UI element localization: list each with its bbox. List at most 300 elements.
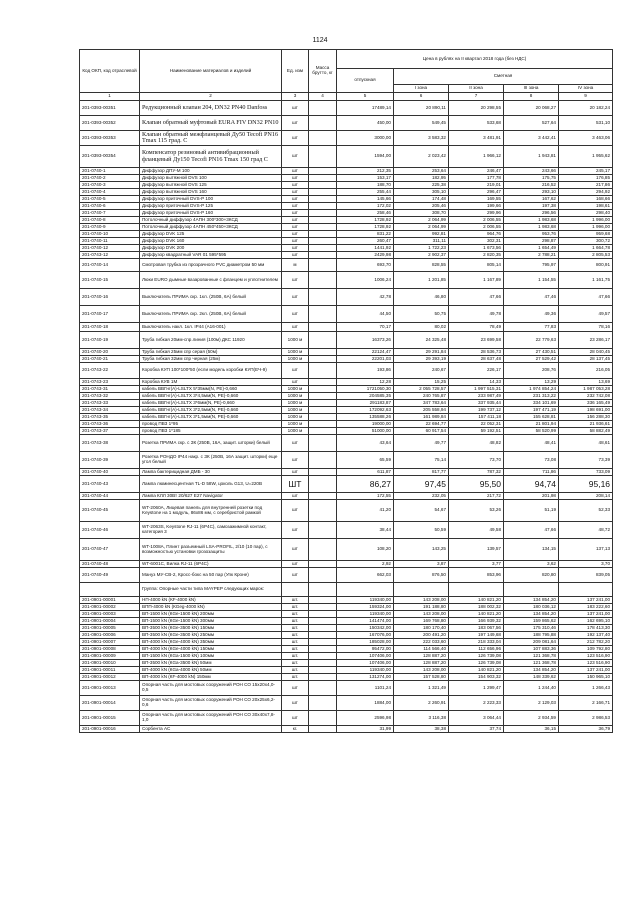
table-row — [80, 400, 613, 407]
row-price-zone-3: 148 339,62 — [504, 674, 559, 681]
row-price-zone-3: 216,52 — [504, 182, 559, 189]
row-price-zone-1: 1 321,49 — [394, 681, 449, 696]
row-code: 201-0740-14 — [80, 259, 140, 272]
row-name: ВП-3500 kN (КGe-3500 kN) 150мм — [140, 625, 282, 632]
row-price-zone-2: 177,78 — [449, 175, 504, 182]
row-price-release: 153,17 — [337, 175, 394, 182]
row-price-release: 108,20 — [337, 539, 394, 561]
row-name: Труба гибкая 32мм спр черная (25м) — [140, 356, 282, 363]
row-price-release: 2596,98 — [337, 711, 394, 726]
row-name: Диффузор DVK 125 — [140, 231, 282, 238]
row-price-zone-2: 59 192,51 — [449, 428, 504, 435]
row-mass — [309, 696, 337, 711]
row-price-zone-4: 36,79 — [559, 726, 613, 733]
row-unit: 1000 м — [282, 393, 309, 400]
table-row — [80, 618, 613, 625]
row-unit: шт — [282, 522, 309, 539]
row-code: 201-0901-00001 — [80, 597, 140, 604]
row-unit: шт — [282, 196, 309, 203]
row-price-zone-1: 305,10 — [394, 189, 449, 196]
row-price-zone-3: 36,15 — [504, 726, 559, 733]
row-price-zone-3: 94,74 — [504, 476, 559, 493]
row-mass — [309, 681, 337, 696]
row-price-zone-2: 233 987,49 — [449, 393, 504, 400]
row-name: WT-6001C, Вилка RJ-11 (6P4C) — [140, 561, 282, 568]
row-name: Диффузор приточный DVS-P 125 — [140, 203, 282, 210]
row-unit: шт — [282, 146, 309, 168]
row-name: Диффузор приточный DVS-P 160 — [140, 210, 282, 217]
row-price-zone-2: 53,26 — [449, 500, 504, 522]
row-name: Диффузор приточный DVS-P 100 — [140, 196, 282, 203]
row-price-zone-3: 296,56 — [504, 210, 559, 217]
row-price-zone-1: 3,87 — [394, 561, 449, 568]
row-name: Лампа бактерицидная ДМБ - 30 — [140, 469, 282, 476]
row-name: ВП-1500 kN (КGe-1500 kN) 300мм — [140, 618, 282, 625]
table-row — [80, 681, 613, 696]
row-mass — [309, 476, 337, 493]
row-unit: шт. — [282, 653, 309, 660]
row-unit: шт. — [282, 597, 309, 604]
row-price-zone-4: 48,72 — [559, 522, 613, 539]
row-mass — [309, 407, 337, 414]
row-code: 201-0743-36 — [80, 421, 140, 428]
table-row — [80, 639, 613, 646]
row-code: 201-0740-43 — [80, 476, 140, 493]
row-price-zone-4: 212 782,20 — [559, 639, 613, 646]
row-price-zone-1: 22 694,77 — [394, 421, 449, 428]
row-unit: шт — [282, 224, 309, 231]
row-unit: 1000 м — [282, 421, 309, 428]
row-price-zone-1: 2 902,37 — [394, 252, 449, 259]
row-price-zone-3: 48,41 — [504, 435, 559, 452]
row-price-release: 12,28 — [337, 379, 394, 386]
row-price-release: 17489,14 — [337, 101, 394, 116]
row-price-release: 42,78 — [337, 289, 394, 306]
row-price-zone-4: 192 137,40 — [559, 632, 613, 639]
header-name: Наименование материалов и изделий — [140, 50, 282, 93]
row-price-zone-4: 198 691,00 — [559, 407, 613, 414]
row-mass — [309, 203, 337, 210]
row-price-zone-2: 2 006,55 — [449, 224, 504, 231]
row-price-zone-1: 225,38 — [394, 182, 449, 189]
row-price-zone-1: 182,95 — [394, 175, 449, 182]
row-code: 201-0901-00007 — [80, 639, 140, 646]
row-mass — [309, 259, 337, 272]
table-row — [80, 568, 613, 583]
row-price-zone-2: 22 052,31 — [449, 421, 504, 428]
row-price-release: 193,86 — [337, 363, 394, 379]
row-mass — [309, 660, 337, 667]
row-price-zone-4: 137 241,00 — [559, 597, 613, 604]
row-unit: шт — [282, 539, 309, 561]
row-price-release: 172092,63 — [337, 407, 394, 414]
row-unit: 1000 м — [282, 428, 309, 435]
row-unit: шт — [282, 168, 309, 175]
row-price-zone-1: 38,38 — [394, 726, 449, 733]
index-cell: 2 — [140, 93, 282, 101]
price-table — [79, 49, 613, 733]
table-row — [80, 349, 613, 356]
row-price-zone-1: 29 291,84 — [394, 349, 449, 356]
row-price-zone-3: 795,97 — [504, 259, 559, 272]
row-price-zone-3: 1 983,68 — [504, 224, 559, 231]
row-name: Диффузор вытяжной DVS 100 — [140, 175, 282, 182]
row-name: Потолочный диффузор 4АПН 300*300+3КСД — [140, 217, 282, 224]
row-price-release: 611,87 — [337, 469, 394, 476]
row-price-zone-4: 336 165,49 — [559, 400, 613, 407]
row-price-zone-3: 197,38 — [504, 203, 559, 210]
row-price-zone-4: 531,10 — [559, 116, 613, 131]
row-name: Диффузор DVK 160 — [140, 238, 282, 245]
row-mass — [309, 116, 337, 131]
row-code: 201-0901-00015 — [80, 711, 140, 726]
row-price-zone-2: 112 656,96 — [449, 646, 504, 653]
row-mass — [309, 421, 337, 428]
row-price-zone-3: 134,15 — [504, 539, 559, 561]
row-unit: шт — [282, 203, 309, 210]
index-cell: 8 — [504, 93, 559, 101]
row-price-release: 1006,24 — [337, 272, 394, 289]
row-mass — [309, 168, 337, 175]
row-name: ВП-4000 kN (КGe-4000 kN) 150мм — [140, 646, 282, 653]
row-code: 201-0393-00352 — [80, 116, 140, 131]
row-price-zone-2: 1 966,12 — [449, 146, 504, 168]
table-row — [80, 421, 613, 428]
row-name: провод ПВ3 1*185 — [140, 428, 282, 435]
row-price-zone-4: 245,17 — [559, 168, 613, 175]
row-code: 201-0901-00016 — [80, 726, 140, 733]
row-price-zone-2: 23 699,58 — [449, 332, 504, 349]
row-price-zone-2: 169,55 — [449, 196, 504, 203]
row-price-zone-2: 218 333,04 — [449, 639, 504, 646]
row-mass — [309, 469, 337, 476]
row-price-zone-1: 169 768,80 — [394, 618, 449, 625]
row-price-zone-3: 1 654,49 — [504, 245, 559, 252]
row-price-zone-4: 28 040,45 — [559, 349, 613, 356]
row-unit: шт. — [282, 660, 309, 667]
row-price-zone-3: 243,66 — [504, 168, 559, 175]
row-mass — [309, 363, 337, 379]
row-name: Группа: Опорные части типа MAYPEP следующих марок: — [140, 583, 282, 597]
row-price-zone-4: 1 955,62 — [559, 146, 613, 168]
row-price-zone-4: 208,14 — [559, 493, 613, 500]
row-price-release: 119340,00 — [337, 667, 394, 674]
row-name: Труба гибкая 20мм-спр.линия (100м) ДКС 11920 — [140, 332, 282, 349]
row-price-zone-3: 820,80 — [504, 568, 559, 583]
row-price-zone-2: 139,57 — [449, 539, 504, 561]
table-row — [80, 674, 613, 681]
row-price-zone-3: 134 854,20 — [504, 597, 559, 604]
row-unit: шт — [282, 681, 309, 696]
row-name: Сорбента АС — [140, 726, 282, 733]
table-row — [80, 611, 613, 618]
table-row — [80, 452, 613, 469]
row-price-zone-2: 226,17 — [449, 363, 504, 379]
row-name: Редукционный клапан 204, DN32 PN40 Danfoss — [140, 101, 282, 116]
row-unit: шт — [282, 379, 309, 386]
row-mass — [309, 428, 337, 435]
row-code: 201-0740-49 — [80, 568, 140, 583]
table-row — [80, 632, 613, 639]
row-price-zone-4: 733,09 — [559, 469, 613, 476]
header-row — [80, 50, 613, 69]
row-code: 201-0740-40 — [80, 469, 140, 476]
row-price-zone-2: 157 411,18 — [449, 414, 504, 421]
row-code: 201-0740-8 — [80, 217, 140, 224]
row-code: 201-0740-10 — [80, 231, 140, 238]
row-price-zone-2: 3,77 — [449, 561, 504, 568]
row-name: кабель ВВГнг(А)-LSLTX 3*4,5мм(N, PE)-0,660 — [140, 393, 282, 400]
table-row — [80, 323, 613, 332]
table-row — [80, 231, 613, 238]
row-code: 201-0393-00354 — [80, 146, 140, 168]
row-price-zone-4: 20 182,24 — [559, 101, 613, 116]
row-price-zone-4: 123 516,90 — [559, 660, 613, 667]
row-code: 201-0740-48 — [80, 561, 140, 568]
row-mass — [309, 272, 337, 289]
row-price-zone-2: 199,66 — [449, 203, 504, 210]
row-mass — [309, 210, 337, 217]
row-price-zone-1: 549,45 — [394, 116, 449, 131]
table-row — [80, 306, 613, 323]
row-price-zone-1: 2 260,91 — [394, 696, 449, 711]
row-price-zone-1: 1 722,23 — [394, 245, 449, 252]
row-price-release: 22124,47 — [337, 349, 394, 356]
row-price-zone-1: 60 917,54 — [394, 428, 449, 435]
row-code: 201-0740-5 — [80, 196, 140, 203]
row-price-zone-1: 80,02 — [394, 323, 449, 332]
row-mass — [309, 323, 337, 332]
row-price-zone-3: 527,64 — [504, 116, 559, 131]
row-unit: шт — [282, 175, 309, 182]
row-mass — [309, 539, 337, 561]
row-price-zone-4: 1 266,43 — [559, 681, 613, 696]
row-price-zone-1: 50,75 — [394, 306, 449, 323]
row-name: Диффузор квадратный VAR 01 595*595 — [140, 252, 282, 259]
row-code: 201-0393-00351 — [80, 101, 140, 116]
row-price-zone-4: 2 166,71 — [559, 696, 613, 711]
row-price-zone-2: 1 167,89 — [449, 272, 504, 289]
row-price-release: 185028,00 — [337, 639, 394, 646]
row-price-zone-3: 334 101,69 — [504, 400, 559, 407]
row-unit: 1000 м — [282, 386, 309, 393]
row-name: провод ПВ3 1*95 — [140, 421, 282, 428]
table-row — [80, 101, 613, 116]
row-price-release: 167076,00 — [337, 632, 394, 639]
row-price-zone-2: 140 821,20 — [449, 597, 504, 604]
row-price-zone-2: 299,96 — [449, 210, 504, 217]
row-price-zone-2: 166 939,32 — [449, 618, 504, 625]
row-name: Диффузор вытяжной DVS 160 — [140, 189, 282, 196]
table-row — [80, 386, 613, 393]
row-price-zone-3: 180 036,12 — [504, 604, 559, 611]
row-name: Лампа КЛЛ 30Вт 20/627 E27 Navigator — [140, 493, 282, 500]
row-price-zone-4: 150 965,10 — [559, 674, 613, 681]
table-row — [80, 711, 613, 726]
row-code: 201-0740-45 — [80, 500, 140, 522]
row-unit: шт — [282, 452, 309, 469]
index-cell: 4 — [309, 93, 337, 101]
row-mass — [309, 332, 337, 349]
row-price-release: 19000,00 — [337, 421, 394, 428]
row-price-zone-2: 48,82 — [449, 435, 504, 452]
row-price-release: 38,44 — [337, 522, 394, 539]
row-price-zone-3: 953,76 — [504, 231, 559, 238]
row-price-zone-2: 37,74 — [449, 726, 504, 733]
row-code: 201-0901-00013 — [80, 681, 140, 696]
row-price-release: 51000,00 — [337, 428, 394, 435]
row-name: WT-2063S, Keystone RJ-11 (6P4C), самозажимной контакт, категория 3 — [140, 522, 282, 539]
row-price-zone-4: 168,66 — [559, 196, 613, 203]
row-price-zone-1: 75,14 — [394, 452, 449, 469]
row-price-release: 107406,00 — [337, 660, 394, 667]
header-release: отпускная — [337, 69, 394, 93]
row-price-release: 291183,87 — [337, 400, 394, 407]
row-price-release: 255,44 — [337, 189, 394, 196]
table-row — [80, 252, 613, 259]
row-unit: 1000 м — [282, 400, 309, 407]
row-price-zone-2: 154 903,32 — [449, 674, 504, 681]
row-mass — [309, 231, 337, 238]
row-mass — [309, 289, 337, 306]
row-price-release: 86,27 — [337, 476, 394, 493]
row-price-zone-3: 2 788,21 — [504, 252, 559, 259]
row-price-zone-3: 47,66 — [504, 522, 559, 539]
row-price-zone-1: 143 208,00 — [394, 597, 449, 604]
row-mass — [309, 726, 337, 733]
row-price-zone-2: 219,01 — [449, 182, 504, 189]
row-price-zone-3: 209 081,64 — [504, 639, 559, 646]
row-mass — [309, 667, 337, 674]
row-mass — [309, 386, 337, 393]
row-price-zone-1: 143 208,00 — [394, 611, 449, 618]
row-price-zone-4: 176,85 — [559, 175, 613, 182]
table-row — [80, 393, 613, 400]
row-price-release: 145,66 — [337, 196, 394, 203]
row-unit: кг. — [282, 726, 309, 733]
row-price-zone-2: 853,96 — [449, 568, 504, 583]
row-price-zone-3: 47,46 — [504, 289, 559, 306]
row-price-zone-4 — [559, 583, 613, 597]
row-price-release: 1594,00 — [337, 146, 394, 168]
row-price-zone-2: 1 299,47 — [449, 681, 504, 696]
index-cell: 7 — [449, 93, 504, 101]
row-price-release — [337, 583, 394, 597]
row-code: 201-0901-00012 — [80, 674, 140, 681]
row-unit: ШТ — [282, 476, 309, 493]
row-mass — [309, 131, 337, 146]
row-code: 201-0740-44 — [80, 493, 140, 500]
row-code: 201-0393-00353 — [80, 131, 140, 146]
table-row — [80, 168, 613, 175]
row-price-zone-4: 800,91 — [559, 259, 613, 272]
row-code: 201-0743-37 — [80, 428, 140, 435]
row-price-release: 204585,35 — [337, 393, 394, 400]
row-name: Опорная часть для мостовых сооружений РОН СО 20х25х6,2-0,6 — [140, 696, 282, 711]
row-unit: 1000 м — [282, 356, 309, 363]
row-price-zone-3: 107 883,36 — [504, 646, 559, 653]
row-price-zone-4: 137,13 — [559, 539, 613, 561]
row-price-zone-1: 240,67 — [394, 363, 449, 379]
row-price-zone-3: 73,08 — [504, 452, 559, 469]
row-price-release: 1441,92 — [337, 245, 394, 252]
table-row — [80, 131, 613, 146]
row-price-zone-4: 1 664,78 — [559, 245, 613, 252]
row-unit: шт. — [282, 639, 309, 646]
row-code: 201-0901-00004 — [80, 618, 140, 625]
row-unit: шт — [282, 231, 309, 238]
row-mass — [309, 568, 337, 583]
row-price-zone-3: 175 310,46 — [504, 625, 559, 632]
row-price-zone-1: 200 491,20 — [394, 632, 449, 639]
row-mass — [309, 493, 337, 500]
row-price-zone-1: 54,67 — [394, 500, 449, 522]
row-price-zone-4: 123 516,90 — [559, 653, 613, 660]
row-code: 201-0901-00005 — [80, 625, 140, 632]
row-unit: шт. — [282, 604, 309, 611]
row-code: 201-0743-31 — [80, 386, 140, 393]
row-price-zone-1 — [394, 583, 449, 597]
row-price-zone-1: 3 583,32 — [394, 131, 449, 146]
row-price-zone-4: 78,16 — [559, 323, 613, 332]
row-price-zone-3: 201,98 — [504, 493, 559, 500]
row-unit: шт — [282, 116, 309, 131]
row-price-zone-3: 188 795,88 — [504, 632, 559, 639]
row-name: Выключатель ПРИМА скр. 1кл. (250В, 6А) белый — [140, 289, 282, 306]
row-price-release: 159324,00 — [337, 604, 394, 611]
row-price-release: 135588,26 — [337, 414, 394, 421]
row-unit: шт — [282, 101, 309, 116]
header-unit: Ед. изм — [282, 50, 309, 93]
row-price-release: 1721050,30 — [337, 386, 394, 393]
row-price-release: 43,64 — [337, 435, 394, 452]
row-price-zone-3: 711,86 — [504, 469, 559, 476]
row-price-release: 141474,00 — [337, 618, 394, 625]
table-row — [80, 175, 613, 182]
row-price-zone-3: 293,10 — [504, 189, 559, 196]
row-price-zone-2: 140 821,20 — [449, 667, 504, 674]
table-row — [80, 539, 613, 561]
row-price-zone-3: 208,76 — [504, 363, 559, 379]
row-price-zone-4: 109 792,80 — [559, 646, 613, 653]
row-mass — [309, 175, 337, 182]
table-row — [80, 696, 613, 711]
row-name: кабель ВВГнг(А)-LSLTX 3*1,5мм(N, PE)-0,660 — [140, 414, 282, 421]
row-code: 201-0740-47 — [80, 539, 140, 561]
row-price-release: 119340,00 — [337, 597, 394, 604]
row-price-zone-4: 3,70 — [559, 561, 613, 568]
table-row — [80, 407, 613, 414]
table-row — [80, 363, 613, 379]
row-price-release: 172,02 — [337, 203, 394, 210]
index-cell: 3 — [282, 93, 309, 101]
row-price-zone-1: 876,50 — [394, 568, 449, 583]
row-code: 201-0901-00006 — [80, 632, 140, 639]
row-price-zone-3: 51,19 — [504, 500, 559, 522]
row-name: Лампа люминесцентная TL-D 58W, цоколь G13, U=220В — [140, 476, 282, 493]
row-name: Опорная часть для мостовых сооружений РОН СО 30х40х7,8-1,0 — [140, 711, 282, 726]
row-unit: 1000 м — [282, 349, 309, 356]
table-row — [80, 522, 613, 539]
table-body — [80, 101, 613, 733]
row-name: Потолочный диффузор 4АПН 450*450+3КСД — [140, 224, 282, 231]
row-name: ВП-1500 kN (КGa-1500 kN) 100мм — [140, 653, 282, 660]
row-price-zone-1: 29 393,19 — [394, 356, 449, 363]
row-mass — [309, 583, 337, 597]
row-unit: шт — [282, 500, 309, 522]
row-price-zone-3: 121 368,78 — [504, 653, 559, 660]
row-name: Коробка КУП 100*100*50 (если модель коробки КУП(ЕЧ-9) — [140, 363, 282, 379]
